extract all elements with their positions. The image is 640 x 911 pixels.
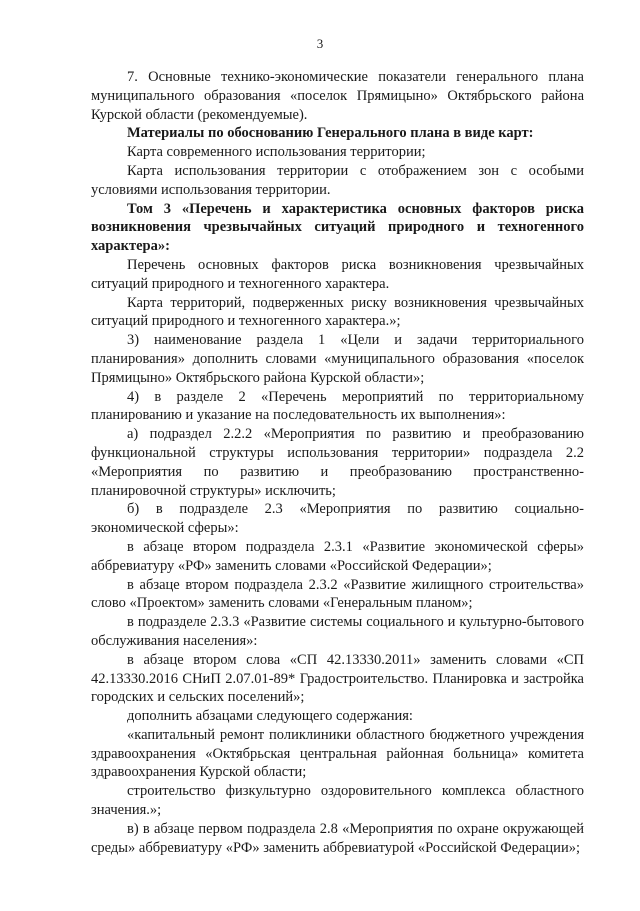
paragraph-modern-use-map: Карта современного использования территории; [127, 144, 426, 161]
paragraph-2-3-3: в подразделе 2.3.3 «Развитие системы социального и культурно-бытового обслуживания населения»: [91, 614, 584, 649]
paragraph-clinic-repair: «капитальный ремонт поликлиники областного бюджетного учреждения здравоохранения «Октябрьская центральная районная больница» комитета здравоохранения Курской области; [91, 726, 584, 781]
paragraph-add-abstracts: дополнить абзацами следующего содержания: [127, 708, 413, 725]
paragraph-item-3: 3) наименование раздела 1 «Цели и задачи территориального планирования» дополнить словами «муниципального образования «поселок Прямицыно» Октябрьского района Курской области»; [91, 332, 584, 386]
heading-volume-3: Том 3 «Перечень и характеристика основных факторов риска возникновения чрезвычайных ситуаций природного и техногенного характера»: [91, 200, 584, 255]
document-body [91, 68, 584, 857]
paragraph-item-4b: б) в подразделе 2.3 «Мероприятия по развитию социально-экономической сферы»: [91, 501, 584, 537]
paragraph-risk-territories-map: Карта территорий, подверженных риску возникновения чрезвычайных ситуаций природного и техногенного характера.»; [91, 294, 584, 330]
paragraph-item-4v: в) в абзаце первом подраздела 2.8 «Мероприятия по охране окружающей среды» аббревиатуру «РФ» заменить аббревиатурой «Российской Федерации»; [91, 820, 584, 856]
paragraph-risk-factors-list: Перечень основных факторов риска возникновения чрезвычайных ситуаций природного и техногенного характера. [91, 256, 584, 292]
paragraph-sp-replacement: в абзаце втором слова «СП 42.13330.2011» заменить словами «СП 42.13330.2016 СНиП 2.07.01-89* Градостроительство. Планировка и застройка городских и сельских поселений»; [91, 651, 584, 706]
paragraph-2-3-1: в абзаце втором подраздела 2.3.1 «Развитие экономической сферы» аббревиатуру «РФ» заменить словами «Российской Федерации»; [91, 538, 584, 574]
page-number: 3 [316, 36, 324, 51]
paragraph-item-4: 4) в разделе 2 «Перечень мероприятий по территориальному планированию и указание на последовательность их выполнения»: [91, 388, 584, 424]
heading-maps-materials: Материалы по обоснованию Генерального плана в виде карт: [127, 125, 534, 142]
paragraph-item-4a: а) подраздел 2.2.2 «Мероприятия по развитию и преобразованию функциональной структуры использования территории» подраздела 2.2 «Мероприятия по развитию и преобразованию пространственно-планировочной структуры» исключить; [91, 426, 584, 499]
paragraph-2-3-2: в абзаце втором подраздела 2.3.2 «Развитие жилищного строительства» слово «Проектом» заменить словами «Генеральным планом»; [91, 576, 584, 612]
paragraph-sports-complex: строительство физкультурно оздоровительного комплекса областного значения.»; [91, 783, 584, 819]
paragraph-special-zones-map: Карта использования территории с отображением зон с особыми условиями использования территории. [91, 162, 584, 198]
paragraph-indicators-item: 7. Основные технико-экономические показатели генерального плана муниципального образования «поселок Прямицыно» Октябрьского района Курской области (рекомендуемые). [91, 69, 584, 123]
